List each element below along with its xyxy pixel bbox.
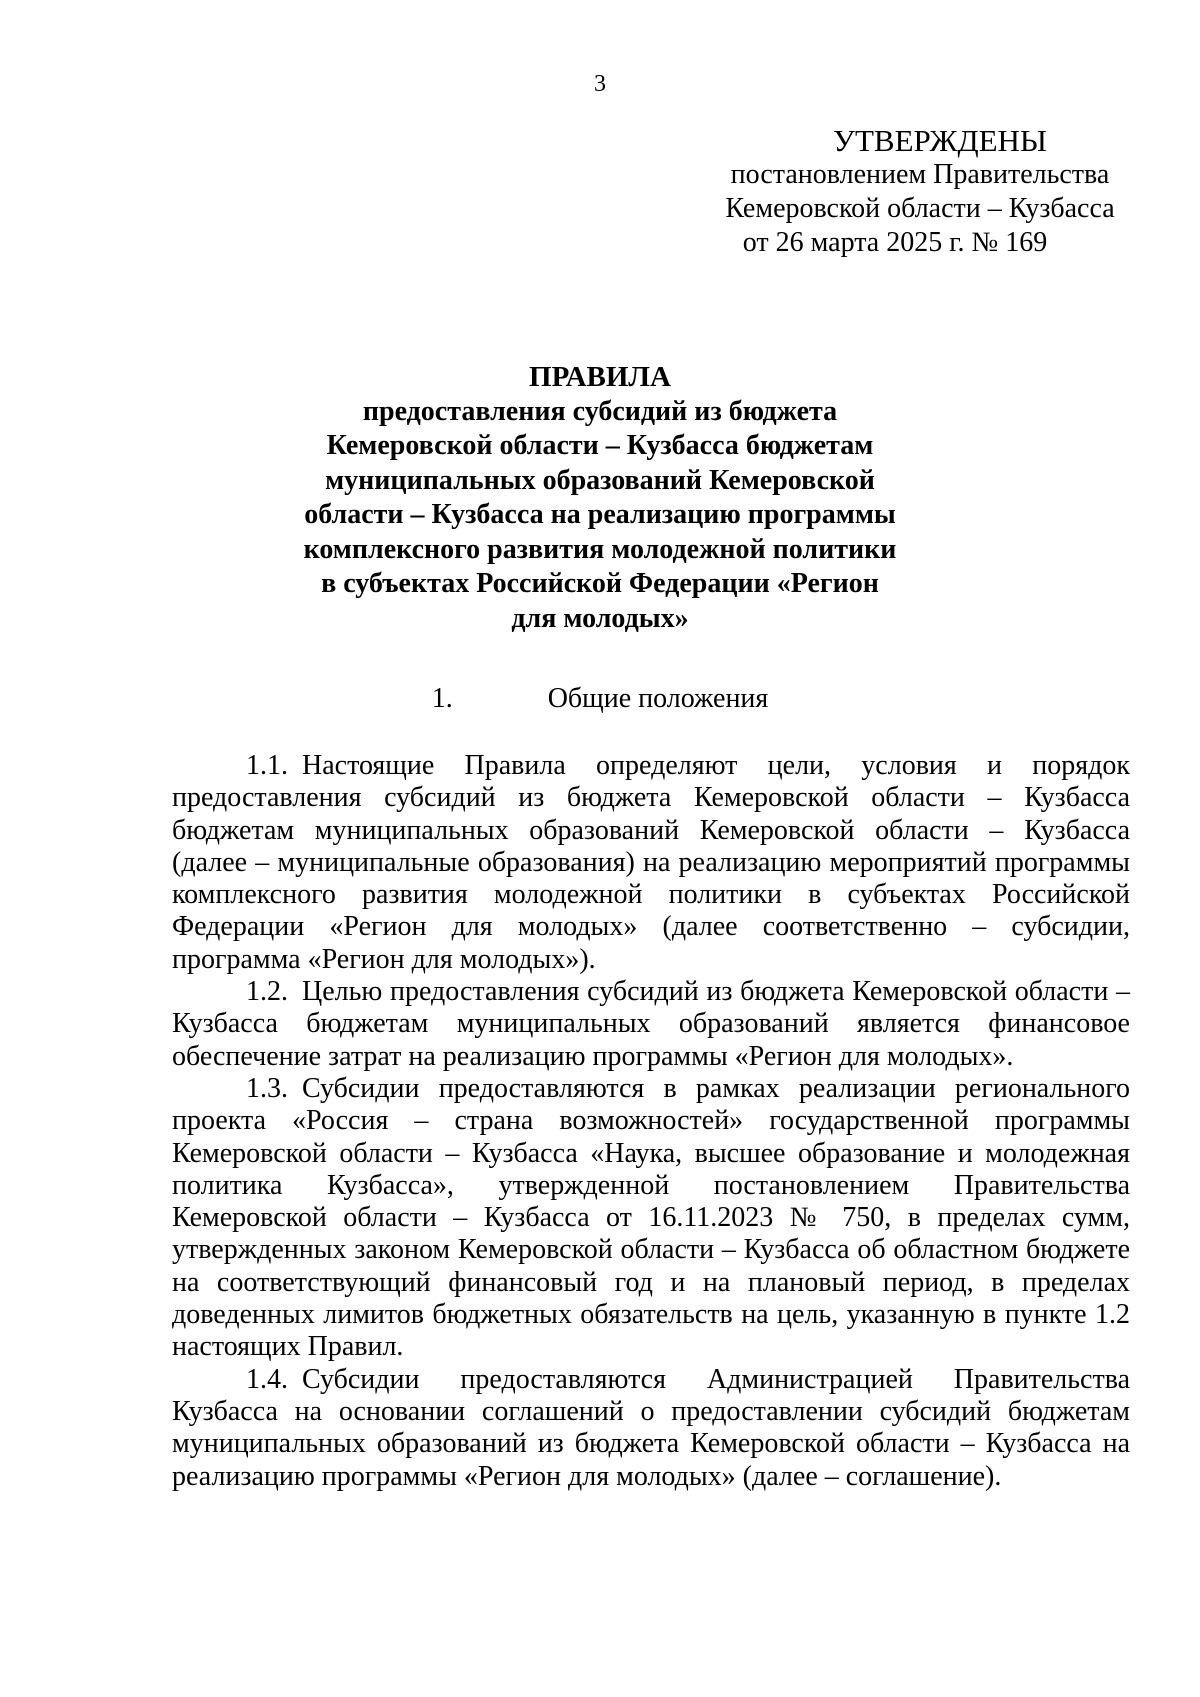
paragraph-text: Целью предоставления субсидий из бюджета Кемеровской области – Кузбасса бюджетам муниципальных образований является финансовое обеспечение затрат на реализацию программы «Регион для молодых». [172, 976, 1130, 1072]
section-number: 1. [431, 683, 453, 714]
title-main: ПРАВИЛА [529, 361, 671, 393]
approval-line-1: постановлением Правительства [730, 159, 1110, 190]
title-line-2: Кемеровской области – Кузбасса бюджетам [326, 430, 874, 461]
title-line-1: предоставления субсидий из бюджета [362, 395, 838, 427]
page-number: 3 [594, 71, 606, 97]
paragraph-text: Субсидии предоставляются в рамках реализации регионального проекта «Россия – страна возможностей» государственной программы Кемеровской области – Кузбасса «Наука, высшее образование и молодежная политика Кузбасса», утвержденной постановлением Правительства Кемеровской области – Кузбасса от 16.11.2023 № 750, в пределах сумм, утвержденных законом Кемеровской области – Кузбасса об областном бюджете на соответствующий финансовый год и на плановый период, в пределах доведенных лимитов бюджетных обязательств на цель, указанную в пункте 1.2 настоящих Правил. [172, 1072, 1130, 1363]
section-heading [0, 682, 1200, 716]
document-body [172, 750, 1130, 1493]
paragraph-text: Субсидии предоставляются Администрацией Правительства Кузбасса на основании соглашений о предоставлении субсидий бюджетам муниципальных образований из бюджета Кемеровской области – Кузбасса на реализацию программы «Регион для молодых» (далее – соглашение). [172, 1363, 1130, 1492]
paragraph-number: 1.1. [246, 750, 288, 781]
title-line-4: области – Кузбасса на реализацию программы [304, 499, 896, 530]
document-title [300, 360, 900, 636]
paragraph-number: 1.4. [246, 1363, 288, 1395]
title-line-6: в субъектах Российской Федерации «Регион [321, 568, 879, 599]
approval-stamp-block [700, 124, 1140, 260]
title-line-3: муниципальных образований Кемеровской [325, 464, 875, 496]
paragraph [172, 1073, 1130, 1364]
paragraph [172, 976, 1130, 1073]
approval-line-3: от 26 марта 2025 г. № 169 [742, 227, 1048, 258]
paragraph-text: Настоящие Правила определяют цели, условия и порядок предоставления субсидий из бюджета Кемеровской области – Кузбасса бюджетам муниципальных образований Кемеровской области – Кузбасса (далее – муниципальные образования) на реализацию мероприятий программы комплексного развития молодежной политики в субъектах Российской Федерации «Регион для молодых» (далее соответственно – субсидии, программа «Регион для молодых»). [172, 750, 1130, 975]
paragraph-number: 1.3. [246, 1072, 288, 1104]
paragraph-number: 1.2. [246, 976, 288, 1008]
paragraph [172, 750, 1130, 976]
section-title: Общие положения [547, 683, 769, 714]
title-line-7: для молодых» [511, 602, 689, 634]
approval-heading: УТВЕРЖДЕНЫ [833, 123, 1047, 158]
paragraph [172, 1364, 1130, 1493]
title-line-5: комплексного развития молодежной политики [303, 533, 897, 565]
approval-line-2: Кемеровской области – Кузбасса [725, 193, 1115, 224]
